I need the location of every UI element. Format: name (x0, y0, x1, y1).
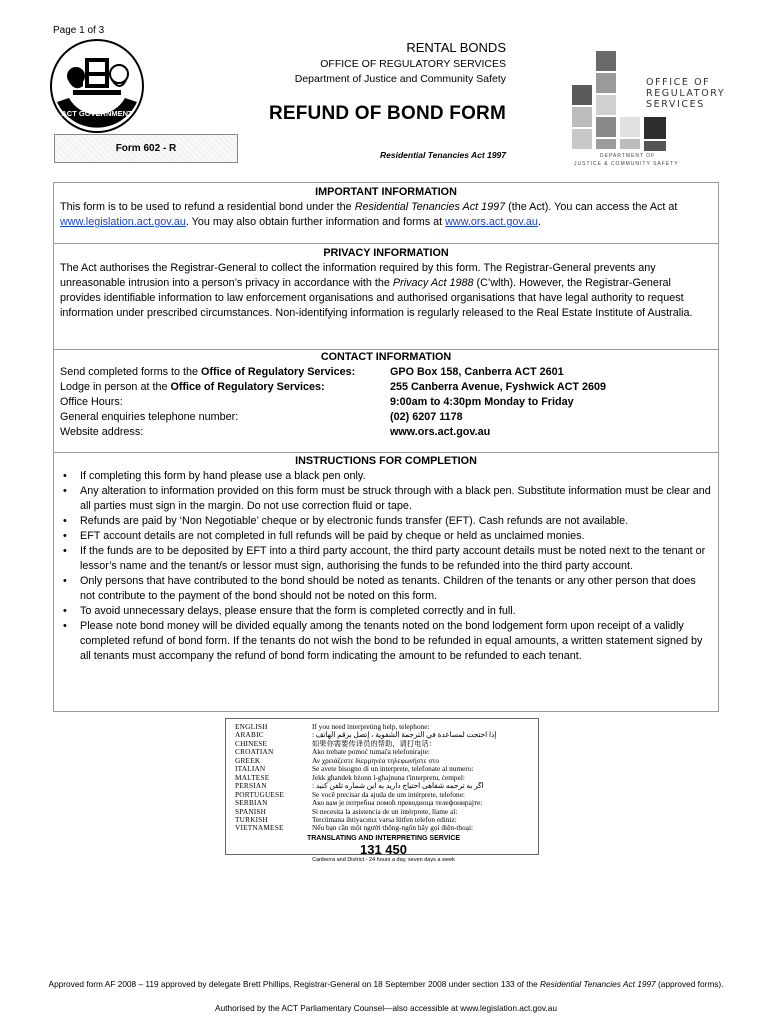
approval-footer (48, 979, 724, 990)
lodge-label-bold: Office of Regulatory Services: (170, 381, 325, 393)
send-label (60, 365, 390, 380)
interp-msg: Se você precisar da ajuda de um intérprete, telefone: (312, 790, 465, 799)
instructions-list (60, 469, 712, 664)
interp-lang: ARABIC (235, 730, 264, 740)
interp-lang: PERSIAN (235, 781, 267, 791)
lodge-label-text: Lodge in person at the (60, 381, 171, 393)
interp-row (235, 799, 532, 807)
interp-lang: PORTUGUESE (235, 789, 284, 799)
interp-msg: Nếu bạn cần một người thông-ngôn hãy gọi điện-thoại: (312, 824, 474, 833)
interp-lang: TURKISH (235, 814, 269, 824)
logo-tile (596, 95, 616, 115)
logo-tile (596, 139, 616, 149)
instruction-item: • Any alteration to information provided on this form must be struck through with a black pen. Substitute information must be clear and all parties must sign in the margin. Do not use correction fluid or tape. (60, 484, 712, 514)
interp-msg: Ако вам је потребна помоћ преводиоца телефонирајте: (312, 799, 483, 808)
tis-note: Canberra and District - 24 hours a day, seven days a week (312, 857, 455, 864)
footer-text-a: Approved form AF 2008 – 119 approved by delegate Brett Phillips, Registrar-General on 18 September 2008 under section 133 of the (48, 979, 541, 989)
instructions-box (53, 452, 719, 712)
hours-label: Office Hours: (60, 396, 123, 408)
important-text-3: . You may also obtain further information and forms at (185, 216, 446, 228)
interp-lang: SPANISH (235, 806, 267, 816)
instruction-item: • Refunds are paid by ‘Non Negotiable’ cheque or by electronic funds transfer (EFT). Cash refunds are not available. (60, 514, 712, 529)
legislation-link[interactable]: www.legislation.act.gov.au (60, 216, 186, 228)
interp-row (235, 740, 532, 748)
hours-value: 9:00am to 4:30pm Monday to Friday (390, 396, 574, 408)
logo-tile (572, 85, 592, 105)
logo-tile (596, 117, 616, 137)
department-name: Department of Justice and Community Safety (294, 73, 506, 85)
instruction-item: • EFT account details are not completed in full refunds will be paid by cheque or held as unclaimed monies. (60, 529, 712, 544)
logo-tile (620, 117, 640, 137)
ors-dept-line1: DEPARTMENT OF (600, 153, 656, 159)
privacy-text-2: (C’wlth). However, the Registrar-General provides identifiable information to law enforcement organisations and authorised organisations that have legal authority to request information under prescribed circumstances. Non-identifying information is regularly released to the Real Estate Institute of Australia. (60, 277, 693, 319)
act-reference: Residential Tenancies Act 1997 (380, 150, 506, 160)
privacy-text-1: The Act authorises the Registrar-General to collect the information required by this form. The Registrar-General prevents any unreasonable intrusion into a person’s privacy in accordance with the (60, 262, 656, 289)
logo-tile (644, 141, 666, 151)
interp-lang: GREEK (235, 755, 261, 765)
interp-row (235, 824, 532, 832)
web-label: Website address: (60, 426, 144, 438)
privacy-information-box (53, 243, 719, 350)
contact-heading: CONTACT INFORMATION (320, 351, 452, 363)
phone-value: (02) 6207 1178 (390, 411, 463, 423)
interp-msg: Ako trebate pomoć tumača telefonirajte: (312, 748, 430, 757)
interp-msg: If you need interpreting help, telephone: (312, 723, 430, 731)
ors-logo-line3: SERVICES (646, 99, 705, 110)
act-government-crest-logo (49, 38, 145, 134)
ors-logo-line2: REGULATORY (646, 88, 726, 99)
important-text-1: This form is to be used to refund a residential bond under the (60, 201, 355, 213)
tis-title: TRANSLATING AND INTERPRETING SERVICE (306, 834, 461, 842)
interp-row (235, 774, 532, 782)
privacy-heading: PRIVACY INFORMATION (323, 247, 449, 259)
lodge-label (60, 380, 390, 395)
interp-row (235, 731, 532, 739)
interp-lang: ITALIAN (235, 764, 266, 774)
tis-number: 131 450 (360, 842, 407, 858)
interp-row (235, 765, 532, 773)
contact-row-web (60, 425, 712, 440)
interp-row (235, 723, 532, 731)
contact-row-send (60, 365, 712, 380)
interp-msg: Αν χρειάζεστε διερμηνέα τηλεφωνήστε στο (312, 756, 440, 765)
phone-label: General enquiries telephone number: (60, 411, 239, 423)
instruction-item: • Only persons that have contributed to the bond should be noted as tenants. Children of the tenants or any other person that does not contribute to the payment of the bond should not be noted on this form. (60, 574, 712, 604)
authorisation-footer: Authorised by the ACT Parliamentary Counsel—also accessible at www.legislation.act.gov.au (215, 1003, 557, 1013)
logo-tile (596, 73, 616, 93)
interpreting-help-box (225, 718, 539, 864)
instruction-item: • Please note bond money will be divided equally among the tenants noted on the bond lodgement form upon receipt of a validly completed refund of bond form. If the tenants do not wish the bond to be refunded in equal amounts, a written statement signed by all tenants must accompany the refund of bond form indicating the amount to be refunded to each tenant. (60, 619, 712, 664)
logo-tile (572, 107, 592, 127)
ors-logo (572, 51, 742, 176)
logo-tile (596, 51, 616, 71)
logo-tile (572, 129, 592, 149)
send-label-bold: Office of Regulatory Services: (201, 366, 356, 378)
office-name: OFFICE OF REGULATORY SERVICES (320, 58, 506, 70)
contact-information-box (53, 349, 719, 453)
important-information-box (53, 182, 719, 244)
crest-text: ACT GOVERNMENT (61, 109, 133, 118)
interp-lang: MALTESE (235, 772, 270, 782)
lodge-value: 255 Canberra Avenue, Fyshwick ACT 2609 (390, 381, 607, 393)
contact-row-phone (60, 410, 712, 425)
privacy-act: Privacy Act 1988 (392, 277, 474, 289)
send-value: GPO Box 158, Canberra ACT 2601 (390, 366, 564, 378)
instruction-item: • If completing this form by hand please use a black pen only. (60, 469, 712, 484)
privacy-text (60, 261, 712, 321)
interp-lang: SERBIAN (235, 798, 268, 808)
important-heading: IMPORTANT INFORMATION (315, 186, 457, 198)
instruction-item: • If the funds are to be deposited by EFT into a third party account, the third party account details must be noted next to the tenant or lessor’s name and the tenant/s or lessor must sign, authorising the funds to be refunded into the third party account. (60, 544, 712, 574)
rental-bonds-title: RENTAL BONDS (406, 40, 506, 55)
interp-msg: 如果你需要传译员的帮助，请打电话： (312, 739, 437, 748)
interp-row (235, 748, 532, 756)
interp-row (235, 791, 532, 799)
interp-row (235, 808, 532, 816)
logo-tile (644, 117, 666, 139)
interp-lang: CROATIAN (235, 747, 274, 757)
contact-row-lodge (60, 380, 712, 395)
important-act: Residential Tenancies Act 1997 (354, 201, 506, 213)
logo-tile (620, 139, 640, 149)
form-title: REFUND OF BOND FORM (268, 103, 506, 124)
interp-msg: Si necesita la asistencia de un intérprete, llame al: (312, 807, 458, 816)
ors-logo-name (646, 77, 725, 110)
contact-row-hours (60, 395, 712, 410)
interp-msg: Se avete bisogno di un interprete, telefonate al numero: (312, 765, 474, 774)
ors-logo-line1: OFFICE OF (646, 77, 711, 88)
interp-lang: CHINESE (235, 738, 268, 748)
interp-lang: ENGLISH (235, 722, 268, 731)
instructions-heading: INSTRUCTIONS FOR COMPLETION (295, 455, 477, 467)
ors-logo-dept (574, 152, 679, 168)
important-text-2: (the Act). You can access the Act at (505, 201, 678, 213)
send-label-text: Send completed forms to the (60, 366, 202, 378)
page-number: Page 1 of 3 (53, 25, 105, 36)
interp-msg: Tercümana ihtiyacınız varsa lütfen telefon ediniz: (312, 815, 457, 824)
interp-msg: اگر به ترجمه شفاهی احتیاج دارید به این شماره تلفن کنید : (312, 782, 484, 791)
important-text (60, 200, 712, 230)
interp-row (235, 757, 532, 765)
ors-dept-line2: JUSTICE & COMMUNITY SAFETY (574, 161, 679, 167)
footer-text-b: (approved forms). (655, 979, 724, 989)
interp-msg: إذا احتجت لمساعدة في الترجمة الشفوية ، إتصل برقم الهاتف : (312, 731, 497, 740)
footer-act: Residential Tenancies Act 1997 (540, 979, 656, 989)
interp-msg: Jekk għandek bżonn l-għajnuna t'interpretu, ċempel: (312, 773, 465, 782)
instruction-item: • To avoid unnecessary delays, please ensure that the form is completed correctly and in full. (60, 604, 712, 619)
important-text-4: . (537, 216, 541, 228)
web-value: www.ors.act.gov.au (390, 426, 491, 438)
form-number-box: Form 602 - R (54, 134, 238, 163)
interp-lang: VIETNAMESE (235, 823, 284, 833)
ors-link[interactable]: www.ors.act.gov.au (445, 216, 538, 228)
